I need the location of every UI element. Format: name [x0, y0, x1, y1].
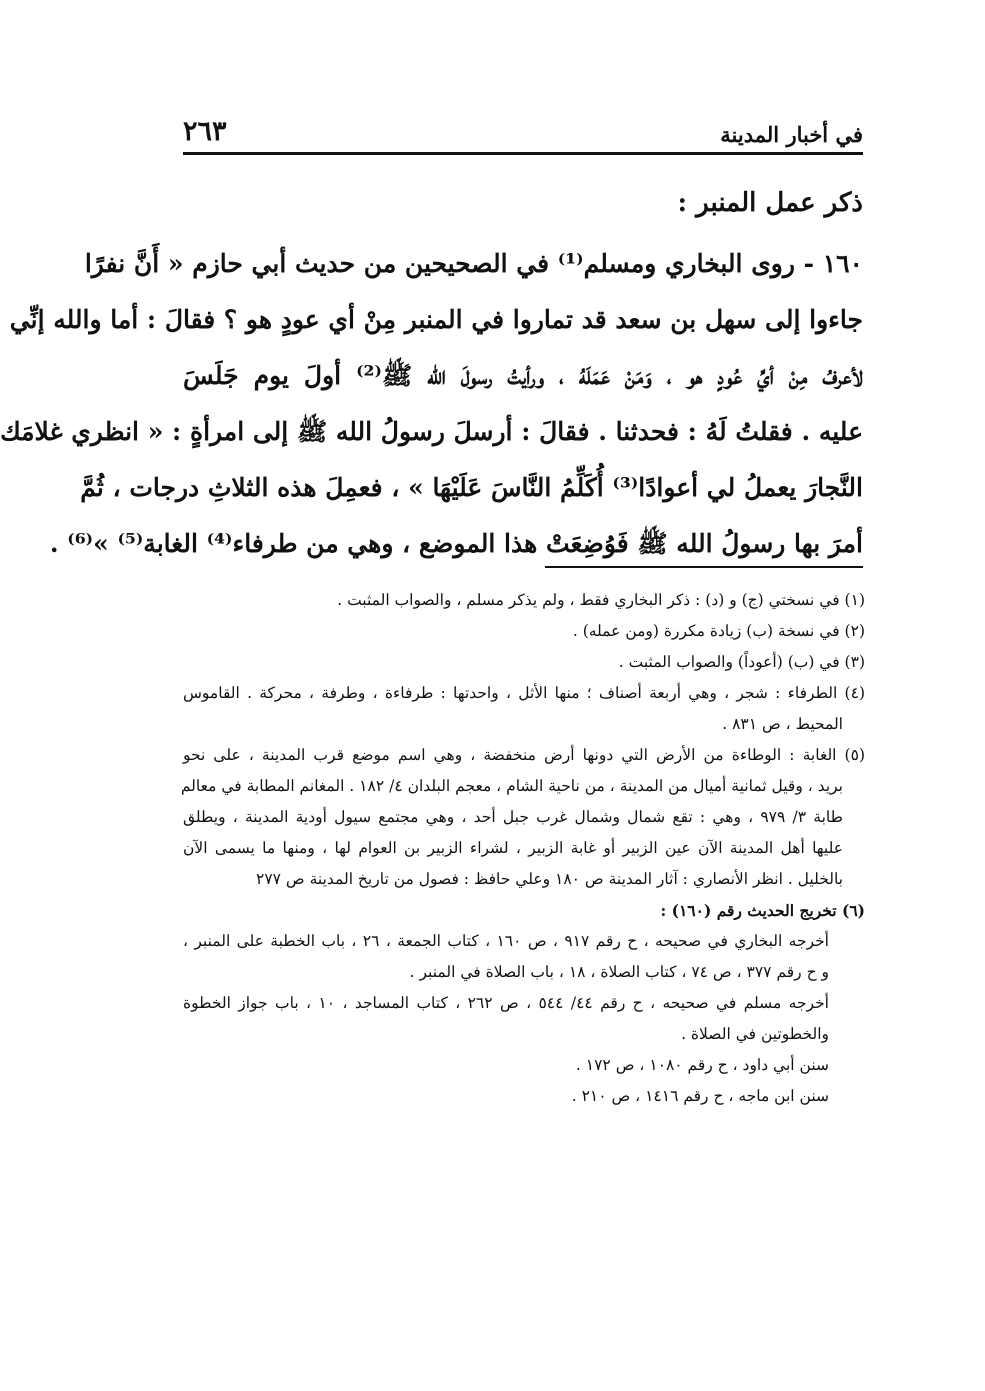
main-text-line: ١٦٠ - روى البخاري ومسلم⁽¹⁾ في الصحيحين من حديث أبي حازم « أَنَّ نفرًا [84, 249, 863, 278]
main-text-line: أمرَ بها رسولُ الله ﷺ فَوُضِعَتْ هذا الموضع ، وهي من طرفاء⁽⁴⁾ الغابة⁽⁵⁾ »⁽⁶⁾ . [49, 529, 863, 558]
footnote-separator [545, 566, 863, 568]
footnotes [180, 585, 865, 1112]
page-number: ٢٦٣ [183, 116, 227, 147]
footnote-6-source: والخطوتين في الصلاة . [681, 1025, 829, 1043]
footnote-4: (٤) الطرفاء : شجر ، وهي أربعة أصناف ؛ منها الأثل ، واحدتها : طرفاءة ، وطرفة ، محركة . القاموس [183, 684, 865, 702]
main-text [0, 236, 863, 572]
footnote-5-continuation: بريد ، وقيل ثمانية أميال من المدينة ، من ناحية الشام ، معجم البلدان ٤/ ١٨٢ . المغانم المطابة في معالم [180, 777, 843, 795]
footnote-6-source: أخرجه البخاري في صحيحه ، ح رقم ٩١٧ ، ص ١٦٠ ، كتاب الجمعة ، ٢٦ ، باب الخطبة على المنبر ، [183, 932, 829, 950]
main-text-line: جاءوا إلى سهل بن سعد قد تماروا في المنبر مِنْ أي عودٍ هو ؟ فقالَ : أما والله إنِّي [9, 305, 863, 334]
footnote-6-source: سنن ابن ماجه ، ح رقم ١٤١٦ ، ص ٢١٠ . [571, 1087, 829, 1105]
footnote-6-source: سنن أبي داود ، ح رقم ١٠٨٠ ، ص ١٧٢ . [575, 1056, 829, 1074]
footnote-5: (٥) الغابة : الوطاءة من الأرض التي دونها أرض منخفضة ، وهي اسم موضع قرب المدينة ، على نحو [183, 746, 865, 764]
footnote-6-heading: (٦) تخريج الحديث رقم (١٦٠) : [660, 901, 865, 920]
main-text-line: لأعرفُ مِنْ أيِّ عُودٍ هو ، وَمَنْ عَمَلَهُ ، ورأيتُ رسولَ الله ﷺ⁽²⁾ أولَ يوم جَلَسَ [183, 361, 863, 390]
footnote-3: (٣) في (ب) (أعوداً) والصواب المثبت . [618, 653, 865, 671]
running-title: في أخبار المدينة [720, 122, 863, 147]
footnote-4-continuation: المحيط ، ص ٨٣١ . [722, 715, 843, 733]
footnote-5-continuation: بالخليل . انظر الأنصاري : آثار المدينة ص ١٨٠ وعلي حافظ : فصول من تاريخ المدينة ص ٢٧٧ [256, 870, 843, 888]
page-header [183, 112, 863, 152]
header-rule [183, 152, 863, 155]
footnote-1: (١) في نسختي (ج) و (د) : ذكر البخاري فقط ، ولم يذكر مسلم ، والصواب المثبت . [337, 591, 865, 609]
footnote-2: (٢) في نسخة (ب) زيادة مكررة (ومن عمله) . [572, 622, 865, 640]
footnote-5-continuation: عليها أهل المدينة الآن عين الزبير أو غابة الزبير ، لشراء الزبير بن العوام لها ، ومنها ما يسمى الآن [183, 839, 843, 857]
main-text-line: عليه . فقلتُ لَهُ : فحدثنا . فقالَ : أرسلَ رسولُ الله ﷺ إلى امرأةٍ : « انظري غلامَك [0, 417, 863, 446]
footnote-5-continuation: طابة ٣/ ٩٧٩ ، وهي : تقع شمال وشمال غرب جبل أحد ، وهي مجتمع سيول أودية المدينة ، ويطلق [183, 808, 843, 826]
footnote-6-source: أخرجه مسلم في صحيحه ، ح رقم ٤٤/ ٥٤٤ ، ص ٢٦٢ ، كتاب المساجد ، ١٠ ، باب جواز الخطوة [183, 994, 829, 1012]
section-heading: ذكر عمل المنبر : [677, 188, 863, 218]
main-text-line: النَّجارَ يعملُ لي أعوادًا⁽³⁾ أُكَلِّمُ النَّاسَ عَلَيْهَا » ، فعمِلَ هذه الثلاثِ درجات ، ثُمَّ [80, 473, 863, 502]
footnote-6-source: و ح رقم ٣٧٧ ، ص ٧٤ ، كتاب الصلاة ، ١٨ ، باب الصلاة في المنبر . [409, 963, 829, 981]
